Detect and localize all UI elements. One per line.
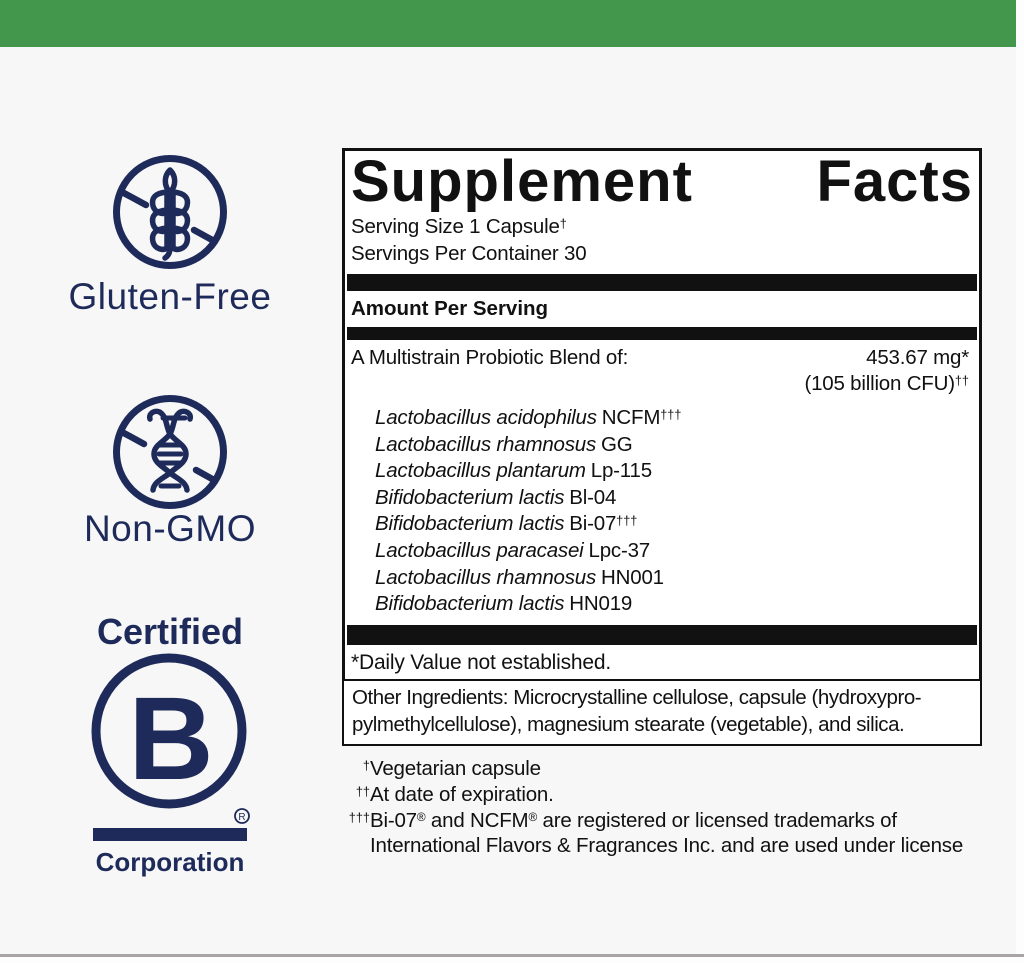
strain-list bbox=[345, 405, 979, 618]
strain-name: Lactobacillus paracasei bbox=[375, 539, 584, 563]
serving-size-text: Serving Size 1 Capsule bbox=[351, 215, 560, 239]
dagger: † bbox=[362, 758, 370, 774]
right-edge-strip bbox=[1016, 0, 1024, 963]
divider-bar-thick bbox=[347, 625, 977, 645]
blend-label: A Multistrain Probiotic Blend of: bbox=[351, 345, 629, 369]
strain-name: Lactobacillus rhamnosus bbox=[375, 432, 597, 456]
strain-code: GG bbox=[601, 432, 633, 456]
registered-symbol: ® bbox=[416, 809, 426, 824]
footnote-expiration bbox=[340, 782, 1000, 808]
strain-name: Bifidobacterium lactis bbox=[375, 485, 565, 509]
strain-code: Lpc-37 bbox=[588, 539, 650, 563]
amount-per-serving-heading: Amount Per Serving bbox=[351, 296, 549, 320]
footnote-text: Vegetarian capsule bbox=[370, 757, 541, 780]
divider-bar-thick bbox=[347, 274, 977, 291]
triple-dagger: ††† bbox=[348, 809, 370, 825]
supplement-facts-panel bbox=[342, 148, 982, 685]
strain-code: Bi-07 bbox=[569, 512, 617, 536]
registered-mark: R bbox=[238, 812, 246, 823]
strain-row bbox=[375, 565, 979, 592]
strain-daggers: ††† bbox=[660, 406, 682, 422]
strain-row bbox=[375, 485, 979, 512]
strain-name: Bifidobacterium lactis bbox=[375, 512, 565, 536]
strain-name: Lactobacillus rhamnosus bbox=[375, 565, 597, 589]
strain-name: Bifidobacterium lactis bbox=[375, 592, 565, 616]
non-gmo-label: Non-GMO bbox=[83, 508, 257, 549]
strain-name: Lactobacillus plantarum bbox=[375, 459, 586, 483]
footnote-trademarks bbox=[340, 808, 1000, 834]
strain-code: Bl-04 bbox=[569, 485, 617, 509]
bottom-white-edge bbox=[0, 957, 1024, 963]
strain-code: NCFM bbox=[601, 405, 661, 429]
gluten-free-label: Gluten-Free bbox=[68, 276, 272, 317]
trademark-tail: are registered or licensed trademarks of bbox=[537, 808, 897, 832]
footnotes bbox=[340, 756, 1000, 859]
trademark-bi07: Bi-07 bbox=[370, 808, 417, 832]
daily-value-note: *Daily Value not established. bbox=[351, 651, 611, 674]
other-ingredients-line2: pylmethylcellulose), magnesium stearate (vegetable), and silica. bbox=[352, 712, 905, 736]
blend-row bbox=[345, 340, 979, 398]
footnote-vegetarian bbox=[340, 756, 1000, 782]
strain-name: Lactobacillus acidophilus bbox=[375, 405, 597, 429]
strain-row bbox=[375, 458, 979, 485]
footnote-trademarks-continued: International Flavors & Fragrances Inc. and are used under license bbox=[370, 834, 964, 858]
trademark-ncfm: and NCFM bbox=[425, 808, 529, 832]
footnote-text bbox=[370, 808, 897, 834]
strain-code: HN019 bbox=[569, 592, 633, 616]
strain-daggers: ††† bbox=[616, 513, 638, 529]
blend-mg: 453.67 mg* bbox=[866, 345, 969, 369]
top-green-band bbox=[0, 0, 1016, 47]
non-gmo-dna-slash-icon bbox=[108, 390, 232, 514]
blend-cfu: (105 billion CFU) bbox=[804, 372, 955, 396]
strain-row bbox=[375, 405, 979, 432]
b-corporation-logo bbox=[85, 650, 253, 846]
strain-row bbox=[375, 511, 979, 538]
blend-cfu-daggers: †† bbox=[954, 372, 969, 388]
gluten-free-wheat-slash-icon bbox=[108, 150, 232, 274]
certified-label: Certified bbox=[96, 611, 244, 652]
strain-code: HN001 bbox=[601, 565, 664, 589]
b-letter: B bbox=[128, 673, 214, 805]
double-dagger: †† bbox=[355, 784, 370, 799]
strain-row bbox=[375, 538, 979, 565]
serving-size-line bbox=[345, 212, 979, 241]
strain-row bbox=[375, 591, 979, 618]
strain-row bbox=[375, 432, 979, 459]
strain-code: Lp-115 bbox=[590, 459, 652, 483]
blend-amounts bbox=[804, 345, 969, 398]
registered-symbol: ® bbox=[528, 809, 537, 824]
other-ingredients-box bbox=[342, 679, 982, 746]
serving-size-dagger: † bbox=[559, 215, 567, 231]
divider-bar-medium bbox=[347, 327, 977, 340]
other-ingredients-line1: Other Ingredients: Microcrystalline cellulose, capsule (hydroxypro- bbox=[352, 686, 922, 709]
corporation-label: Corporation bbox=[95, 847, 245, 877]
footnote-text: At date of expiration. bbox=[370, 782, 554, 806]
panel-title: Supplement Facts bbox=[351, 151, 973, 213]
servings-per-container-line: Servings Per Container 30 bbox=[351, 241, 587, 265]
